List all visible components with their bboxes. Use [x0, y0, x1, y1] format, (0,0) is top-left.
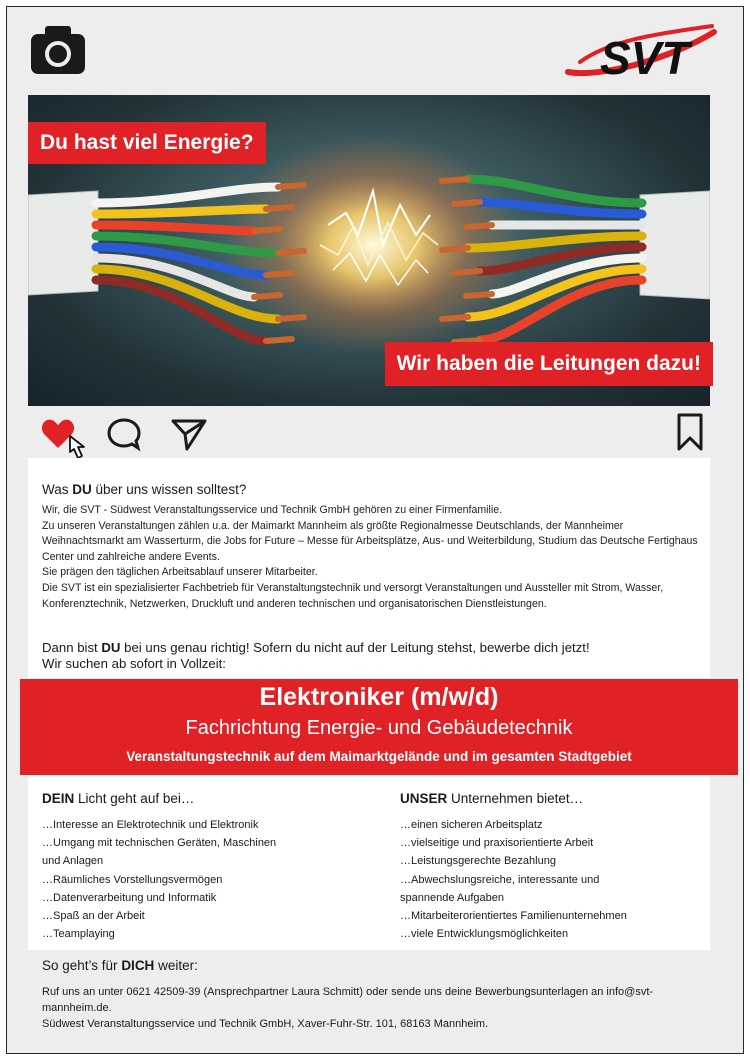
intro-text — [42, 503, 706, 612]
copper-tip — [254, 295, 280, 297]
copper-tip — [266, 339, 292, 341]
copper-tip — [266, 273, 292, 275]
profile-item: …Datenverarbeitung und Informatik — [42, 891, 217, 904]
contact-info — [42, 985, 706, 1032]
job-title: Elektroniker (m/w/d) — [259, 683, 499, 711]
profile-item: …Spaß an der Arbeit — [42, 910, 145, 923]
comment-icon[interactable] — [106, 416, 142, 452]
job-banner — [20, 679, 738, 775]
offer-item: …vielseitige und praxisorientierte Arbeit — [400, 837, 594, 850]
intro-line: Sie prägen den täglichen Arbeitsablauf unserer Mitarbeiter. — [42, 566, 318, 579]
action-bar — [28, 408, 710, 456]
profile-item: …Räumliches Vorstellungsvermögen — [42, 873, 223, 886]
wire-strand — [96, 209, 266, 214]
intro-heading: Was DU über uns wissen solltest? — [42, 482, 247, 497]
copper-tip — [266, 207, 292, 209]
offer-heading: UNSER Unternehmen bietet… — [400, 791, 584, 806]
banner-energy: Du hast viel Energie? — [28, 122, 266, 164]
offer-item: …einen sicheren Arbeitsplatz — [400, 819, 543, 831]
copper-tip — [454, 202, 480, 204]
intro-line: Die SVT ist ein spezialisierter Fachbetrieb für Veranstaltungstechnik und versorgt Veranstaltungen und Aussteller mit Strom, Wasser, Konferenztechnik, Netzwerken, Druckluft und anderen technischen und organisatorischen Dienstleistungen. — [42, 581, 664, 610]
bookmark-icon[interactable] — [676, 412, 704, 452]
banner-cables: Wir haben die Leitungen dazu! — [385, 342, 713, 386]
call-to-action: Dann bist DU bei uns genau richtig! Sofern du nicht auf der Leitung stehst, bewerbe dich jetzt! Wir suchen ab sofort in Vollzeit: — [42, 640, 706, 672]
profile-heading: DEIN Licht geht auf bei… — [42, 791, 195, 806]
profile-item: …Umgang mit technischen Geräten, Maschinen und Anlagen — [42, 837, 277, 868]
contact-address: Südwest Veranstaltungsservice und Technik GmbH, Xaver-Fuhr-Str. 101, 68163 Mannheim. — [42, 1017, 489, 1030]
copper-tip — [442, 248, 468, 250]
copper-tip — [454, 271, 480, 273]
cable-sheath — [28, 191, 98, 295]
profile-item: …Teamplaying — [42, 928, 115, 941]
copper-tip — [442, 317, 468, 319]
offer-column — [400, 790, 720, 943]
profile-item: …Interesse an Elektrotechnik und Elektronik — [42, 819, 259, 831]
wire-strand — [96, 225, 254, 231]
copper-tip — [466, 225, 492, 227]
job-subtitle: Fachrichtung Energie- und Gebäudetechnik — [185, 717, 573, 739]
next-steps-heading: So geht’s für DICH weiter: — [42, 958, 198, 973]
call-line2: Wir suchen ab sofort in Vollzeit: — [42, 656, 226, 671]
contact-line: Ruf uns an unter 0621 42509-39 (Ansprechpartner Laura Schmitt) oder sende uns deine Bewerbungsunterlagen an info@svt-mannheim.de. — [42, 986, 654, 1014]
cable-sheath — [640, 191, 710, 299]
profile-column — [42, 790, 372, 943]
camera-icon[interactable] — [28, 24, 88, 76]
heart-icon[interactable] — [40, 414, 102, 460]
logo-text: SVT — [600, 32, 690, 84]
copper-tip — [278, 317, 304, 319]
intro-line: Wir, die SVT - Südwest Veranstaltungsservice und Technik GmbH gehören zu einer Firmenfamilie. — [42, 504, 503, 516]
copper-tip — [278, 251, 304, 253]
offer-item: …Mitarbeiterorientiertes Familienunternehmen — [400, 910, 627, 923]
offer-item: …Abwechslungsreiche, interessante und spannende Aufgaben — [400, 873, 600, 904]
offer-item: …Leistungsgerechte Bezahlung — [400, 855, 556, 868]
copper-tip — [254, 229, 280, 231]
svt-logo — [562, 18, 718, 84]
intro-line: Zu unseren Veranstaltungen zählen u.a. der Maimarkt Mannheim als größte Regionalmesse Deutschlands, der Mannheimer Weihnachtsmarkt am Wasserturm, die Jobs for Future – Messe für Arbeitsplätze, Aus- und Weiterbildung, Studium das Deutsche Fertighaus Center und zahlreiche andere Events. — [42, 519, 698, 563]
copper-tip — [466, 294, 492, 296]
copper-tip — [442, 179, 468, 181]
offer-item: …viele Entwicklungsmöglichkeiten — [400, 928, 569, 941]
copper-tip — [278, 185, 304, 187]
job-area: Veranstaltungstechnik auf dem Maimarktgelände und im gesamten Stadtgebiet — [126, 749, 632, 764]
send-icon[interactable] — [170, 416, 208, 452]
